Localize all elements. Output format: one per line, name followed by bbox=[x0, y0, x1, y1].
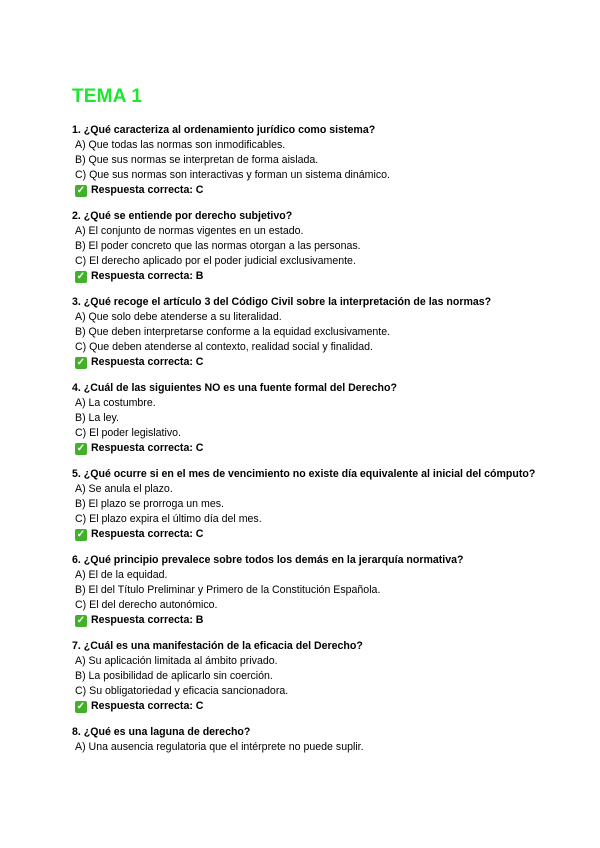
question-text: 4. ¿Cuál de las siguientes NO es una fuente formal del Derecho? bbox=[72, 382, 397, 394]
question-block bbox=[72, 381, 542, 456]
answer-option: C) El poder legislativo. bbox=[75, 427, 181, 439]
correct-answer bbox=[72, 613, 542, 628]
question-list bbox=[72, 123, 542, 766]
question-block bbox=[72, 295, 542, 370]
correct-answer-text: Respuesta correcta: B bbox=[91, 270, 204, 282]
check-mark-icon: ✓ bbox=[76, 270, 86, 282]
answer-option: A) El de la equidad. bbox=[75, 569, 168, 581]
answer-option: C) Que deben atenderse al contexto, realidad social y finalidad. bbox=[75, 341, 373, 353]
question-block bbox=[72, 467, 542, 542]
question-block bbox=[72, 725, 542, 755]
answer-option: B) Que deben interpretarse conforme a la equidad exclusivamente. bbox=[75, 326, 391, 338]
correct-answer-text: Respuesta correcta: C bbox=[91, 528, 204, 540]
correct-answer bbox=[72, 269, 542, 284]
answer-option: A) Que todas las normas son inmodificables. bbox=[75, 139, 286, 151]
check-mark-icon: ✓ bbox=[76, 184, 86, 196]
question-text: 2. ¿Qué se entiende por derecho subjetivo? bbox=[72, 210, 293, 222]
correct-answer-text: Respuesta correcta: C bbox=[91, 442, 204, 454]
correct-answer-text: Respuesta correcta: C bbox=[91, 356, 204, 368]
question-text: 8. ¿Qué es una laguna de derecho? bbox=[72, 726, 251, 738]
correct-answer bbox=[72, 441, 542, 456]
answer-option: C) El plazo expira el último día del mes. bbox=[75, 513, 262, 525]
check-mark-icon: ✓ bbox=[76, 614, 86, 626]
question-block bbox=[72, 209, 542, 284]
answer-option: B) El poder concreto que las normas otorgan a las personas. bbox=[75, 240, 361, 252]
question-text: 7. ¿Cuál es una manifestación de la eficacia del Derecho? bbox=[72, 640, 363, 652]
answer-option: C) El del derecho autonómico. bbox=[75, 599, 218, 611]
answer-option: A) La costumbre. bbox=[75, 397, 156, 409]
answer-option: C) El derecho aplicado por el poder judicial exclusivamente. bbox=[75, 255, 356, 267]
answer-option: A) Que solo debe atenderse a su literalidad. bbox=[75, 311, 282, 323]
answer-option: A) Se anula el plazo. bbox=[75, 483, 173, 495]
answer-option: B) La posibilidad de aplicarlo sin coerción. bbox=[75, 670, 273, 682]
answer-option: C) Que sus normas son interactivas y forman un sistema dinámico. bbox=[75, 169, 390, 181]
question-block bbox=[72, 123, 542, 198]
answer-option: A) Una ausencia regulatoria que el intérprete no puede suplir. bbox=[75, 741, 364, 753]
question-text: 6. ¿Qué principio prevalece sobre todos los demás en la jerarquía normativa? bbox=[72, 554, 464, 566]
question-text: 1. ¿Qué caracteriza al ordenamiento jurídico como sistema? bbox=[72, 124, 376, 136]
correct-answer-text: Respuesta correcta: C bbox=[91, 700, 204, 712]
answer-option: A) Su aplicación limitada al ámbito privado. bbox=[75, 655, 278, 667]
correct-answer-text: Respuesta correcta: C bbox=[91, 184, 204, 196]
page-title: TEMA 1 bbox=[72, 86, 143, 107]
correct-answer bbox=[72, 355, 542, 370]
question-block bbox=[72, 553, 542, 628]
answer-option: A) El conjunto de normas vigentes en un estado. bbox=[75, 225, 304, 237]
correct-answer bbox=[72, 183, 542, 198]
answer-option: B) La ley. bbox=[75, 412, 119, 424]
question-block bbox=[72, 639, 542, 714]
correct-answer bbox=[72, 699, 542, 714]
answer-option: B) Que sus normas se interpretan de forma aislada. bbox=[75, 154, 319, 166]
question-text: 3. ¿Qué recoge el artículo 3 del Código Civil sobre la interpretación de las normas? bbox=[72, 296, 492, 308]
check-mark-icon: ✓ bbox=[76, 442, 86, 454]
check-mark-icon: ✓ bbox=[76, 528, 86, 540]
check-mark-icon: ✓ bbox=[76, 700, 86, 712]
correct-answer bbox=[72, 527, 542, 542]
check-mark-icon: ✓ bbox=[76, 356, 86, 368]
answer-option: B) El plazo se prorroga un mes. bbox=[75, 498, 224, 510]
answer-option: C) Su obligatoriedad y eficacia sancionadora. bbox=[75, 685, 289, 697]
answer-option: B) El del Título Preliminar y Primero de la Constitución Española. bbox=[75, 584, 381, 596]
correct-answer-text: Respuesta correcta: B bbox=[91, 614, 204, 626]
question-text: 5. ¿Qué ocurre si en el mes de vencimiento no existe día equivalente al inicial del cómputo? bbox=[72, 468, 536, 480]
